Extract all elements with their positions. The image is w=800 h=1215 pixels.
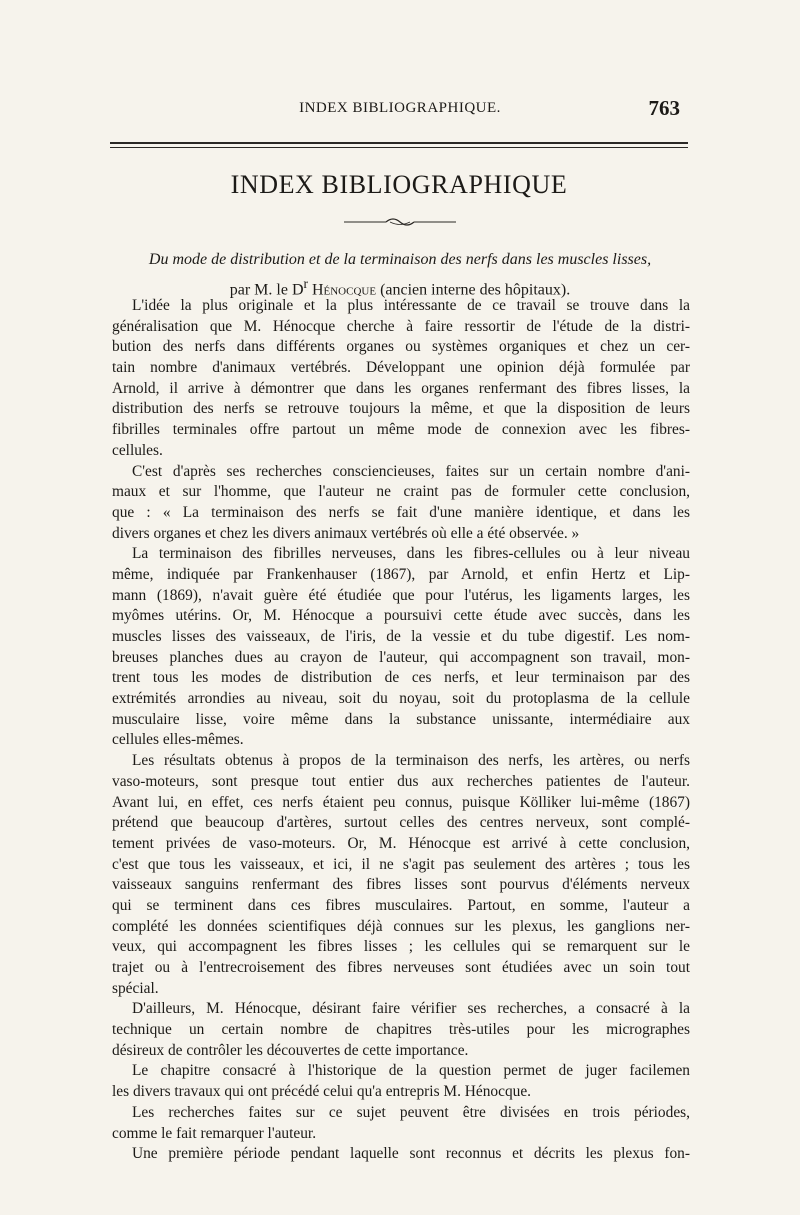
text-line: musculaire lisse, voire même dans la substance unissante, intermédiaire aux <box>112 710 690 728</box>
author-suffix: (ancien interne des hôpitaux). <box>380 281 571 299</box>
text-line: qui se terminent dans ces fibres musculaires. Partout, en somme, l'auteur a <box>112 896 690 914</box>
running-title: INDEX BIBLIOGRAPHIQUE. <box>299 100 501 116</box>
page-number: 763 <box>648 96 680 120</box>
text-line: La terminaison des fibrilles nerveuses, dans les fibres-cellules ou à leur niveau <box>132 545 690 563</box>
text-line: myômes utérins. Or, M. Hénocque a poursuivi cette étude avec succès, dans les <box>112 607 690 625</box>
article-heading <box>112 248 688 302</box>
header-rule-thin <box>110 147 688 148</box>
article-body <box>112 296 690 1165</box>
text-line: D'ailleurs, M. Hénocque, désirant faire vérifier ses recherches, a consacré à la <box>132 1000 690 1018</box>
author-prefix-sup: r <box>303 276 308 291</box>
text-line: vaisseaux sanguins renfermant des fibres lisses sont pourvus d'éléments nerveux <box>112 876 690 894</box>
text-line: divers organes et chez les divers animaux vertébrés où elle a été observée. » <box>112 524 580 542</box>
text-line: extrémités arrondies au niveau, soit du noyau, soit du protoplasma de la cellule <box>112 690 690 708</box>
text-line: muscles lisses des vaisseaux, de l'iris, de la vessie et du tube digestif. Les nom- <box>112 628 690 645</box>
text-line: maux et sur l'homme, que l'auteur ne craint pas de formuler cette conclusion, <box>112 483 690 501</box>
text-line: Une première période pendant laquelle sont reconnus et décrits les plexus fon- <box>132 1145 690 1163</box>
ornament-divider <box>340 214 460 230</box>
text-line: fibrilles terminales offre partout un même mode de connexion avec les fibres- <box>112 421 690 439</box>
author-prefix: par M. le D <box>229 281 304 299</box>
section-title: INDEX BIBLIOGRAPHIQUE <box>230 170 568 199</box>
text-line: même, indiquée par Frankenhauser (1867), par Arnold, et enfin Hertz et Lip- <box>112 565 690 583</box>
text-line: tain nombre d'animaux vertébrés. Développant une opinion déjà formulée par <box>112 359 690 377</box>
text-line: cellules. <box>112 441 163 459</box>
text-line: spécial. <box>112 979 159 997</box>
text-line: Les recherches faites sur ce sujet peuvent être divisées en trois périodes, <box>132 1103 690 1121</box>
author-name: Hénocque <box>311 281 377 299</box>
text-line: Le chapitre consacré à l'historique de la question permet de juger facilemen <box>132 1062 690 1080</box>
header-rule-thick <box>110 142 688 144</box>
text-line: technique un certain nombre de chapitres très-utiles pour les micrographes <box>112 1021 690 1039</box>
text-line: trajet ou à l'entrecroisement des fibres nerveuses sont étudiées avec un soin tout <box>112 959 690 976</box>
text-line: tement privées de vaso-moteurs. Or, M. Hénocque est arrivé à cette conclusion, <box>112 834 690 852</box>
text-line: prétend que beaucoup d'artères, surtout celles des centres nerveux, sont complé- <box>112 814 690 832</box>
running-head <box>110 96 690 124</box>
text-line: c'est que tous les vaisseaux, et ici, il ne s'agit pas seulement des artères ; tous les <box>112 855 690 873</box>
text-line: Avant lui, en effet, ces nerfs étaient peu connus, puisque Kölliker lui-même (1867) <box>112 793 690 811</box>
text-line: C'est d'après ses recherches consciencieuses, faites sur un certain nombre d'ani- <box>132 462 690 480</box>
text-line: Les résultats obtenus à propos de la terminaison des nerfs, les artères, ou nerfs <box>132 752 690 770</box>
text-line: Arnold, il arrive à démontrer que dans les organes renfermant des fibres lisses, la <box>112 379 690 397</box>
text-line: breuses planches dues au crayon de l'auteur, qui accompagnent son travail, mon- <box>112 648 690 666</box>
article-title: Du mode de distribution et de la terminaison des nerfs dans les muscles lisses, <box>148 251 652 268</box>
text-line: les divers travaux qui ont précédé celui qu'a entrepris M. Hénocque. <box>112 1083 532 1101</box>
text-line: cellules elles-mêmes. <box>112 731 244 749</box>
text-line: vaso-moteurs, sont presque tout entier dus aux recherches patientes de l'auteur. <box>112 772 690 790</box>
text-line: complété les données scientifiques déjà connues sur les plexus, les ganglions ner- <box>112 917 690 935</box>
text-line: désireux de contrôler les découvertes de cette importance. <box>112 1041 469 1059</box>
text-line: L'idée la plus originale et la plus intéressante de ce travail se trouve dans la <box>132 297 690 314</box>
text-line: distribution des nerfs se retrouve toujours la même, et que la disposition de leurs <box>112 400 690 418</box>
text-line: mann (1869), n'avait guère été étudiée que pour l'utérus, les ligaments larges, les <box>112 586 690 604</box>
text-line: comme le fait remarquer l'auteur. <box>112 1124 317 1142</box>
text-line: généralisation que M. Hénocque cherche à faire ressortir de l'étude de la distri- <box>112 317 690 335</box>
text-line: veux, qui accompagnent les fibres lisses ; les cellules qui se remarquent sur le <box>112 938 690 956</box>
text-line: bution des nerfs dans différents organes ou systèmes organiques et chez un cer- <box>112 338 690 356</box>
text-line: trent tous les modes de distribution de ces nerfs, et leur terminaison par des <box>112 669 690 687</box>
text-line: que : « La terminaison des nerfs se fait d'une manière identique, et dans les <box>112 503 690 521</box>
